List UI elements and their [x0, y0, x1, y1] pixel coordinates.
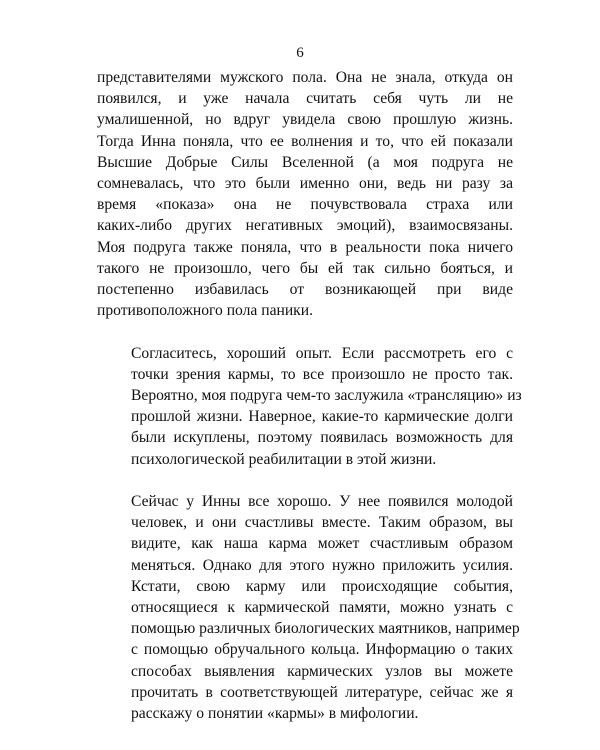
- text-line: психологической реабилитации в этой жизни.: [131, 450, 437, 468]
- text-line: противоположного пола паники.: [97, 302, 314, 320]
- text-line: Тогда Инна поняла, что ее волнения и то, что ей показали: [97, 132, 513, 150]
- text-line: Согласитесь, хороший опыт. Если рассмотреть его с: [131, 344, 513, 362]
- text-line: помощью различных биологических маятников, например: [131, 620, 520, 638]
- text-line: Сейчас у Инны все хорошо. У нее появился молодой: [131, 493, 513, 511]
- paragraph-3: [97, 491, 520, 724]
- text-line: меняться. Однако для этого нужно приложить усилия.: [131, 556, 513, 574]
- text-line: сомневалась, что это были именно они, ведь ни разу за: [97, 175, 513, 193]
- text-line: Кстати, свою карму или происходящие события,: [131, 577, 513, 595]
- text-line: умалишенной, но вдруг увидела свою прошлую жизнь.: [97, 111, 513, 129]
- text-line: представителями мужского пола. Она не знала, откуда он: [97, 69, 513, 86]
- text-line: Высшие Добрые Силы Вселенной (а моя подруга не: [97, 153, 513, 171]
- text-line: такого не произошло, чего бы ей так сильно бояться, и: [97, 259, 513, 277]
- text-line: человек, и они счастливы вместе. Таким образом, вы: [131, 514, 513, 532]
- text-line: точки зрения кармы, то все произошло не просто так.: [131, 365, 513, 383]
- text-line: прошлой жизни. Наверное, какие-то кармические долги: [131, 408, 513, 426]
- text-line: каких-либо других негативных эмоций), взаимосвязаны.: [97, 217, 513, 235]
- text-line: способах выявления кармических узлов вы можете: [131, 662, 513, 680]
- body-text: [97, 67, 522, 724]
- text-line: прочитать в соответствующей литературе, сейчас же я: [131, 683, 513, 701]
- text-line: были искуплены, поэтому появилась возможность для: [131, 429, 513, 447]
- text-line: относящиеся к кармической памяти, можно узнать с: [131, 599, 513, 617]
- text-line: видите, как наша карма может счастливым образом: [131, 535, 513, 553]
- paragraph-1: [97, 67, 513, 321]
- text-line: Моя подруга также поняла, что в реальности пока ничего: [97, 238, 513, 256]
- page-number: 6: [296, 45, 304, 61]
- paragraph-2: [97, 343, 522, 470]
- text-line: постепенно избавилась от возникающей при виде: [97, 281, 513, 299]
- text-line: Вероятно, моя подруга чем-то заслужила «трансляцию» из: [131, 387, 522, 405]
- text-line: расскажу о понятии «кармы» в мифологии.: [131, 705, 419, 723]
- text-line: время «показа» она не почувствовала страха или: [97, 196, 513, 214]
- text-line: появился, и уже начала считать себя чуть ли не: [97, 90, 513, 108]
- text-line: с помощью обручального кольца. Информацию о таких: [131, 641, 513, 659]
